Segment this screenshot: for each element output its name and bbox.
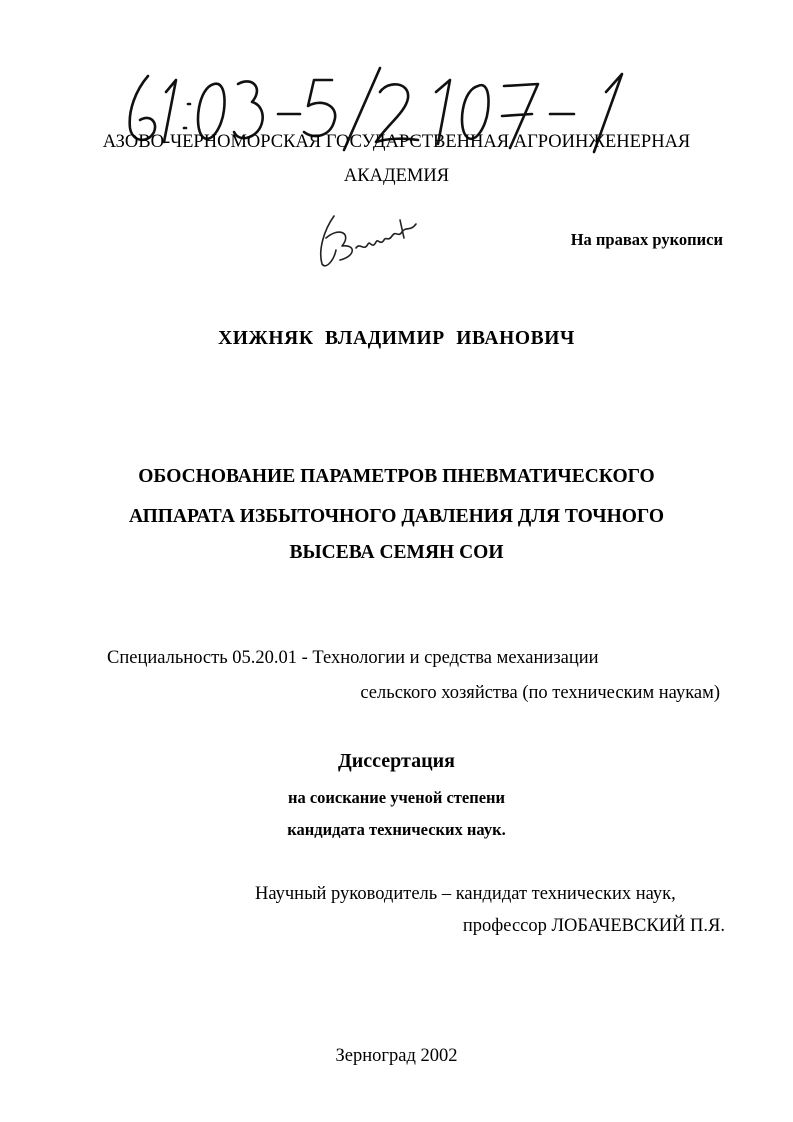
advisor-line-2: профессор ЛОБАЧЕВСКИЙ П.Я. <box>462 916 725 936</box>
author-name: ХИЖНЯК ВЛАДИМИР ИВАНОВИЧ <box>218 328 575 349</box>
author-signature <box>312 208 424 272</box>
degree-line-1: на соискание ученой степени <box>287 788 506 807</box>
institution-line-1: АЗОВО-ЧЕРНОМОРСКАЯ ГОСУДАРСТВЕННАЯ АГРОИНЖЕНЕРНАЯ <box>102 132 691 152</box>
advisor-line-1: Научный руководитель – кандидат технических наук, <box>255 884 676 904</box>
dissertation-title-line-2: АППАРАТА ИЗБЫТОЧНОГО ДАВЛЕНИЯ ДЛЯ ТОЧНОГО <box>129 506 664 527</box>
institution-line-2: АКАДЕМИЯ <box>343 166 450 186</box>
dissertation-heading: Диссертация <box>338 750 455 772</box>
dissertation-title-line-3: ВЫСЕВА СЕМЯН СОИ <box>289 542 504 563</box>
manuscript-rights-note: На правах рукописи <box>570 230 723 249</box>
specialty-line-1: Специальность 05.20.01 - Технологии и средства механизации <box>107 648 599 668</box>
dissertation-title-line-1: ОБОСНОВАНИЕ ПАРАМЕТРОВ ПНЕВМАТИЧЕСКОГО <box>138 466 655 487</box>
specialty-line-2: сельского хозяйства (по техническим наукам) <box>360 683 720 703</box>
city-year: Зерноград 2002 <box>335 1046 458 1066</box>
degree-line-2: кандидата технических наук. <box>287 820 506 839</box>
